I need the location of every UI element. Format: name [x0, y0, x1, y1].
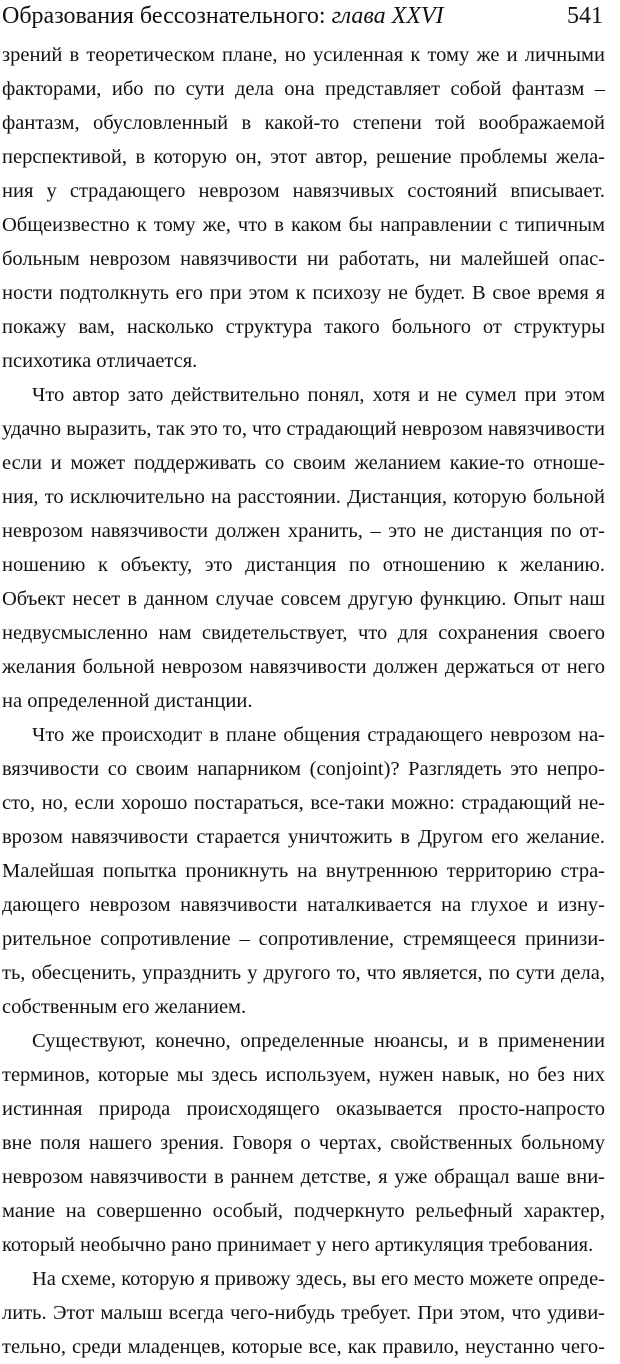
- text-line: лить. Этот малыш всегда чего-нибудь требует. При этом, что удиви-: [2, 1302, 605, 1324]
- text-line: дающего неврозом навязчивости наталкивается на глухое и изну-: [2, 894, 605, 916]
- running-title: [2, 2, 444, 30]
- text-line: ния у страдающего неврозом навязчивых состояний вписывает.: [2, 180, 605, 202]
- text-line: ношению к объекту, это дистанция по отношению к желанию.: [2, 554, 605, 576]
- text-line: Общеизвестно к тому же, что в каком бы направлении с типичным: [2, 214, 605, 236]
- paragraph: [2, 1024, 605, 1262]
- text-line: вязчивости со своим напарником (conjoint)? Разглядеть это непро-: [2, 758, 605, 780]
- text-line: перспективой, в которую он, этот автор, решение проблемы жела-: [2, 146, 605, 168]
- text-line: Что же происходит в плане общения страдающего неврозом на-: [32, 724, 605, 746]
- text-line: недвусмысленно нам свидетельствует, что для сохранения своего: [2, 622, 605, 644]
- text-line: зрений в теоретическом плане, но усиленная к тому же и личными: [2, 44, 605, 66]
- text-line: терминов, которые мы здесь используем, нужен навык, но без них: [2, 1064, 605, 1086]
- text-line: неврозом навязчивости должен хранить, – это не дистанция по от-: [2, 520, 605, 542]
- page-header: [0, 0, 603, 34]
- text-line: мание на совершенно особый, подчеркнуто рельефный характер,: [2, 1200, 605, 1222]
- text-line: рительное сопротивление – сопротивление, стремящееся принизи-: [2, 928, 605, 950]
- text-line: неврозом навязчивости в раннем детстве, я уже обращал ваше вни-: [2, 1166, 605, 1188]
- text-line: на определенной дистанции.: [2, 690, 253, 712]
- page-number: 541: [567, 3, 603, 29]
- text-line: ния, то исключительно на расстоянии. Дистанция, которую больной: [2, 486, 605, 508]
- text-line: истинная природа происходящего оказывается просто-напросто: [2, 1098, 605, 1120]
- running-title-chapter: глава XXVI: [331, 3, 444, 29]
- text-line: удачно выразить, так это то, что страдающий неврозом навязчивости: [2, 418, 605, 440]
- text-line: больным неврозом навязчивости ни работать, ни малейшей опас-: [2, 248, 605, 270]
- text-line: если и может поддерживать со своим желанием какие-то отноше-: [2, 452, 605, 474]
- text-line: Что автор зато действительно понял, хотя и не сумел при этом: [32, 384, 605, 406]
- text-line: покажу вам, насколько структура такого больного от структуры: [2, 316, 605, 338]
- text-line: Объект несет в данном случае совсем другую функцию. Опыт наш: [2, 588, 605, 610]
- text-line: который необычно рано принимает у него артикуляция требования.: [2, 1234, 594, 1256]
- text-line: фантазм, обусловленный в какой-то степени той воображаемой: [2, 112, 605, 134]
- text-line: вне поля нашего зрения. Говоря о чертах, свойственных больному: [2, 1132, 605, 1154]
- text-line: сто, но, если хорошо постараться, все-таки можно: страдающий не-: [2, 792, 605, 814]
- text-line: факторами, ибо по сути дела она представляет собой фантазм –: [2, 78, 605, 100]
- paragraph: [2, 718, 605, 1024]
- running-title-prefix: Образования бессознательного:: [2, 3, 326, 29]
- text-line: тельно, среди младенцев, которые все, как правило, неустанно чего-: [2, 1336, 605, 1358]
- text-line: ть, обесценить, упразднить у другого то, что является, по сути дела,: [2, 962, 605, 984]
- text-line: На схеме, которую я привожу здесь, вы его место можете опреде-: [32, 1268, 605, 1290]
- text-line: желания больной неврозом навязчивости должен держаться от него: [2, 656, 605, 678]
- paragraph: [2, 1262, 605, 1364]
- text-line: ности подтолкнуть его при этом к психозу не будет. В свое время я: [2, 282, 605, 304]
- text-line: собственным его желанием.: [2, 996, 247, 1018]
- text-line: Малейшая попытка проникнуть на внутреннюю территорию стра-: [2, 860, 605, 882]
- paragraph: [2, 378, 605, 718]
- text-line: Существуют, конечно, определенные нюансы, и в применении: [32, 1030, 605, 1052]
- text-line: врозом навязчивости старается уничтожить в Другом его желание.: [2, 826, 605, 848]
- text-line: психотика отличается.: [2, 350, 198, 372]
- paragraph: [2, 38, 605, 378]
- body-text: [2, 38, 605, 1364]
